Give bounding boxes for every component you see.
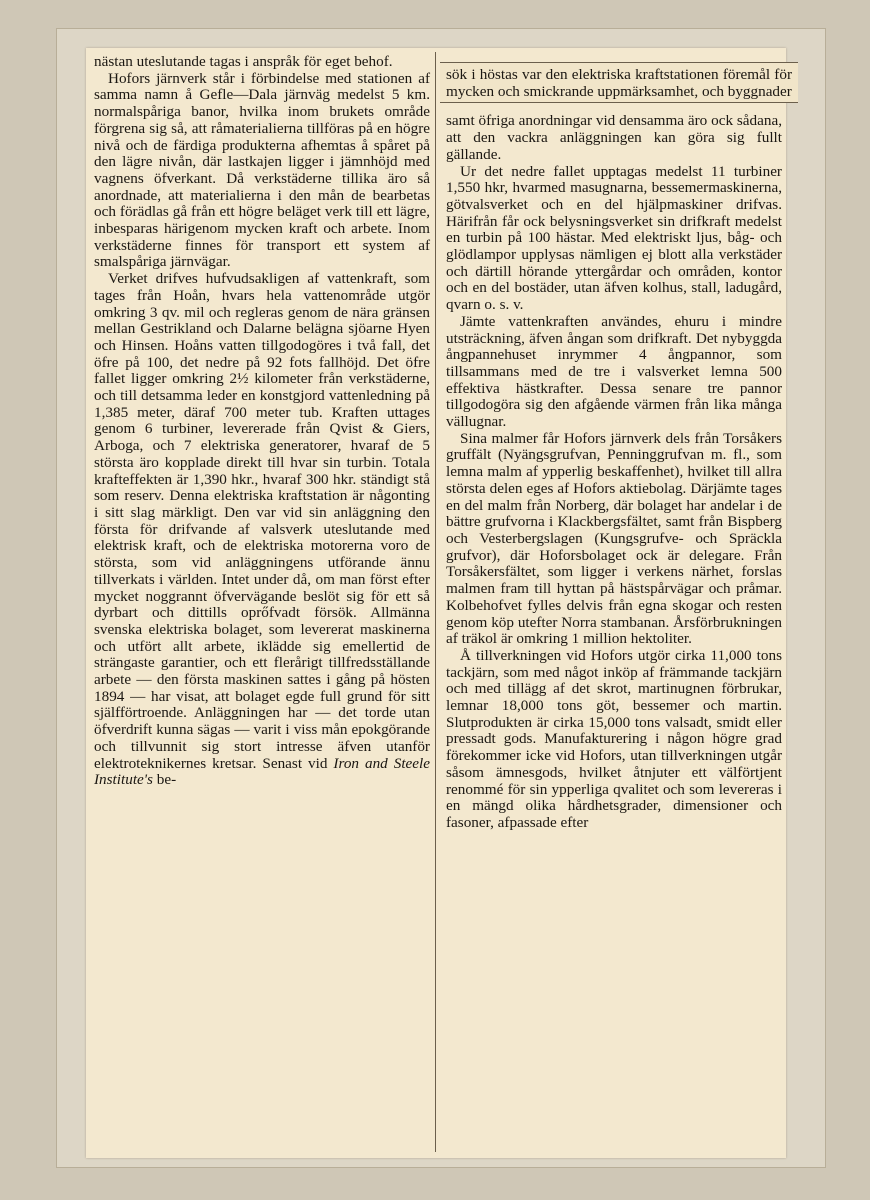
paragraph: Å tillverkningen vid Hofors utgör cirka 11,000 tons tackjärn, som med något inköp af främmande tackjärn och med tillägg af det skrot, martinugnen förbrukar, lemnar 18,000 tons göt, bessemer och martin. Slutprodukten är cirka 15,000 tons valsadt, smidt eller pressadt gods. Manufakturering i någon högre grad förekommer icke vid Hofors, utan tillverkningen utgår såsom ämnesgods, hvilket åtnjuter ett välförtjent renommé för sin ypperliga qvalitet och som levereras i en mängd olika hårdhetsgrader, dimensioner och fasoner, afpassade efter — [446, 646, 782, 831]
overlapping-strip — [440, 62, 798, 103]
paragraph-text: Verket drifves hufvudsakligen af vattenkraft, som tages från Hoån, hvars hela vattenområde utgör omkring 3 qv. mil och regleras genom de nära gränsen mellan Gestrikland och Dalarne belägna sjöarne Hyen och Hinsen. Hoåns vatten tillgodogöres i två fall, det öfre på 100, det nedre på 92 fots fallhöjd. Det öfre fallet ligger omkring 2½ kilometer från verkstäderne, och till detsamma leder en konstgjord vattenledning på 1,385 meter, däraf 700 meter tub. Kraften uttages genom 6 turbiner, levererade från Qvist & Giers, Arboga, och 7 elektriska generatorer, hvaraf de 5 största äro kopplade direkt till hvar sin turbin. Totala krafteffekten är 1,390 hkr., hvaraf 300 hkr. ständigt stå som reserv. Denna elektriska kraftstation är någonting i sitt slag märkligt. Den var vid sin anläggning den första för drifvande af valsverk uteslutande med elektrisk kraft, och de elektriska motorerna voro de största, som vid anläggningens utförande ännu tillverkats i världen. Intet under då, om man först efter mycket noggrannt öfvervägande beslöt sig för ett så dyrbart och dittills oprőfvadt försök. Allmänna svenska elektriska bolaget, som levererat maskinerna och utfört allt arbete, ikläddе sig emellertid de strängaste garantier, och ett flerårigt tillfredsställande arbete — den första maskinen sattes i gång på hösten 1894 — har visat, att bolaget egde full grund för sitt själfförtroende. Anläggningen har — det torde utan öfverdrift kunna sägas — varit i viss mån epokgörande och tillvunnit sig stort intresse äfven utanför elektroteknikernes kretsar. Senast vid — [94, 270, 430, 772]
paragraph: Hofors järnverk står i förbindelse med stationen af samma namn å Gefle—Dala järnväg medelst 5 km. normalspåriga banor, hvilka inom brukets område förgrena sig så, att råmaterialierna tillföras på en högre nivå och de färdiga produkterna afhemtas å spåret på den lägre nivån, där lastkajen ligger i jämnhöjd med vagnens öfverkant. Då verkstäderne tillika äro så anordnade, att materialierna i den mån de bearbetas och förädlas gå från ett högre beläget verk till ett lägre, inbesparas härigenom mycken kraft och arbete. Inom verkstäderne finnes för transport ett system af smalspåriga järnvägar. — [94, 69, 430, 271]
paragraph: Ur det nedre fallet upptagas medelst 11 turbiner 1,550 hkr, hvarmed masugnarna, bessemermaskinerna, götvalsverket och en del hjälpmaskiner drifvas. Härifrån får ock belysningsverket sin drifkraft medelst en turbin på 100 hästar. Med elektriskt ljus, båg- och glödlampor upplysas nämligen ej blott alla verkstäder och därtill hörande yttergårdar och områden, kontor och en del bostäder, utan äfven kolhus, stall, ladugård, qvarn o. s. v. — [446, 162, 782, 314]
right-column — [446, 48, 792, 1158]
italic-source: Iron and Steele Institute's — [94, 754, 430, 789]
left-column — [94, 48, 430, 1164]
paragraph: nästan uteslutande tagas i anspråk för eget behof. — [94, 53, 393, 70]
hyphen-tail: be- — [152, 771, 177, 789]
paragraph: Sina malmer får Hofors järnverk dels från Torsåkers gruffält (Nyängsgrufvan, Penninggrufvan m. fl., som lemna malm af ypperlig beskaffenhet), hvilket till allra största delen eges af Hofors aktiebolag. Därjämte tages en del malm från Norberg, där bolaget har andelar i de bättre grufvorna i Klackbergsfältet, samt från Bispberg och Vesterbergslagen (Kungsgrufve- och Spräckla grufvor), där Hoforsbolaget ock är delegare. Från Torsåkersfältet, som ligger i verkens närhet, forslas malmen fram till hyttan på hästspårvägar och pråmar. Kolbehofvet fylles delvis från egna skogar och resten genom köp utefter Norra stambanan. Årsförbrukningen af träkol är omkring 1 million hektoliter. — [446, 429, 782, 648]
paragraph — [94, 271, 430, 789]
newspaper-clipping — [86, 48, 792, 1158]
paragraph: samt öfriga anordningar vid densamma äro ock sådana, att den vackra anläggningen kan göra sig fullt gällande. — [446, 112, 782, 163]
strip-text: sök i höstas var den elektriska kraftstationen föremål för mycken och smickrande uppmärksamhet, och byggnader — [446, 66, 792, 100]
paragraph: Jämte vattenkraften användes, ehuru i mindre utsträckning, äfven ångan som drifkraft. Det nybyggda ångpannehuset inrymmer 4 ångpannor, som tillsammans med de tre i valsverket lemna 500 effektiva hästkrafter. Dessa senare tre pannor tillgodogöra sig den afgående värmen från lika många vällugnar. — [446, 312, 782, 431]
right-column-body — [446, 113, 782, 831]
column-rule — [435, 52, 436, 1152]
